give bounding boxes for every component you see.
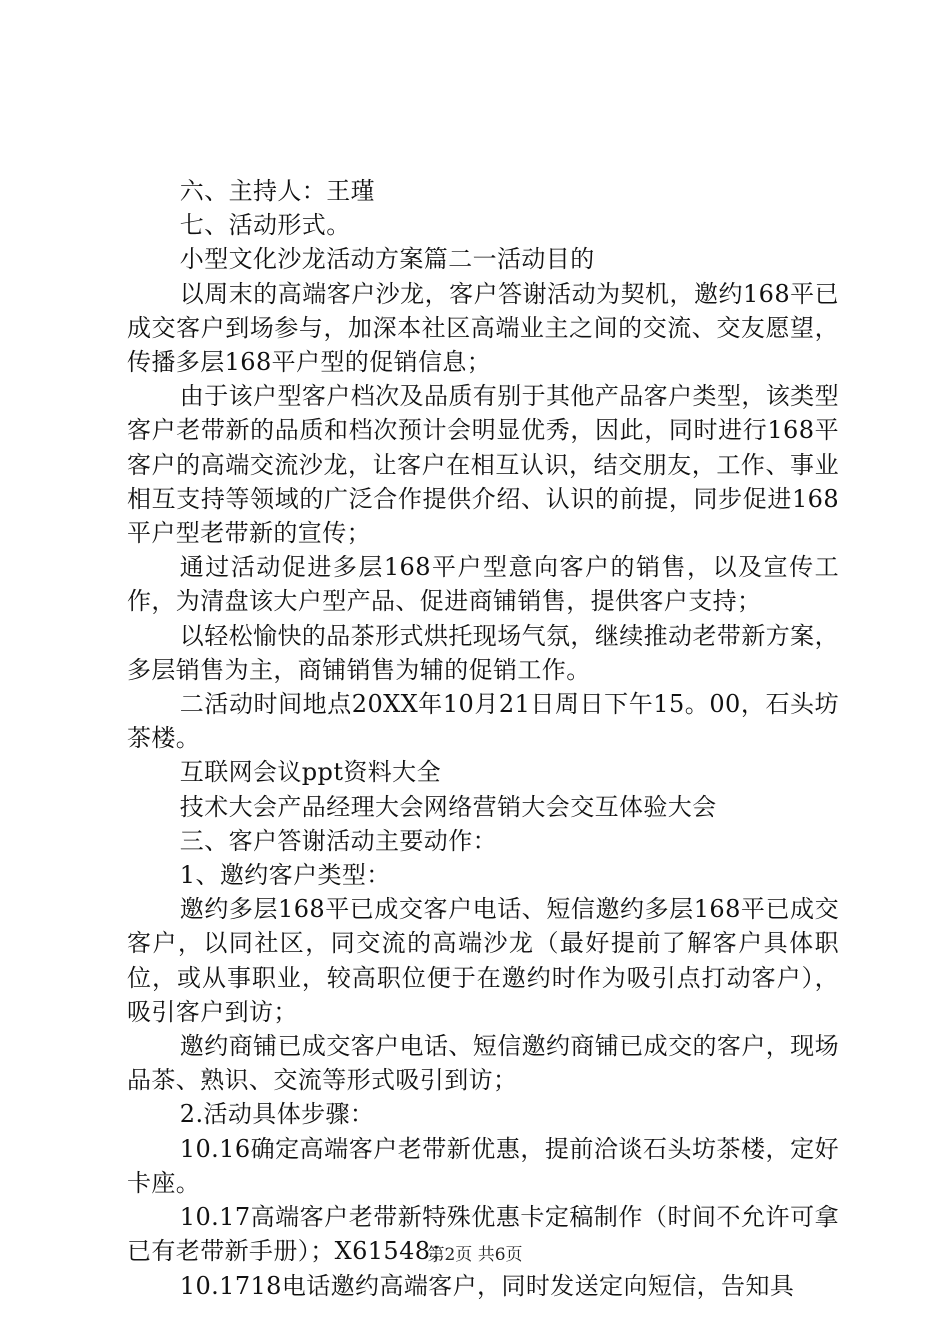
paragraph: 互联网会议ppt资料大全 — [179, 758, 441, 787]
paragraph: 10.16确定高端客户老带新优惠，提前洽谈石头坊茶楼，定好卡座。 — [127, 1134, 839, 1197]
paragraph: 邀约多层168平已成交客户电话、短信邀约多层168平已成交客户，以同社区，同交流的高端沙龙（最好提前了解客户具体职位，或从事职业，较高职位便于在邀约时作为吸引点打动客户），吸引客户到访； — [127, 895, 839, 1026]
paragraph: 10.17高端客户老带新特殊优惠卡定稿制作（时间不允许可拿已有老带新手册）；X61548； — [127, 1203, 839, 1266]
document-body — [127, 174, 839, 1303]
paragraph: 邀约商铺已成交客户电话、短信邀约商铺已成交的客户，现场品茶、熟识、交流等形式吸引到访； — [127, 1032, 839, 1095]
paragraph: 由于该户型客户档次及品质有别于其他产品客户类型，该类型客户老带新的品质和档次预计会明显优秀，因此，同时进行168平客户的高端交流沙龙，让客户在相互认识，结交朋友，工作、事业相互支持等领域的广泛合作提供介绍、认识的前提，同步促进168平户型老带新的宣传； — [127, 382, 839, 548]
paragraph: 技术大会产品经理大会网络营销大会交互体验大会 — [179, 792, 717, 821]
paragraph: 10.1718电话邀约高端客户，同时发送定向短信，告知具 — [179, 1271, 795, 1300]
paragraph: 七、活动形式。 — [179, 211, 351, 240]
paragraph: 三、客户答谢活动主要动作： — [179, 826, 497, 855]
paragraph: 通过活动促进多层168平户型意向客户的销售，以及宣传工作，为清盘该大户型产品、促进商铺销售，提供客户支持； — [127, 553, 839, 616]
paragraph: 2.活动具体步骤： — [179, 1100, 375, 1129]
paragraph: 二活动时间地点20XX年10月21日周日下午15。00，石头坊茶楼。 — [127, 690, 839, 753]
page-footer: 第2页 共6页 — [427, 1245, 523, 1265]
paragraph: 1、邀约客户类型： — [179, 861, 391, 890]
paragraph: 六、主持人：王瑾 — [179, 177, 375, 205]
paragraph: 以周末的高端客户沙龙，客户答谢活动为契机，邀约168平已成交客户到场参与，加深本社区高端业主之间的交流、交友愿望，传播多层168平户型的促销信息； — [127, 279, 839, 377]
paragraph: 小型文化沙龙活动方案篇二一活动目的 — [179, 245, 595, 274]
paragraph: 以轻松愉快的品茶形式烘托现场气氛，继续推动老带新方案，多层销售为主，商铺销售为辅的促销工作。 — [127, 621, 839, 684]
